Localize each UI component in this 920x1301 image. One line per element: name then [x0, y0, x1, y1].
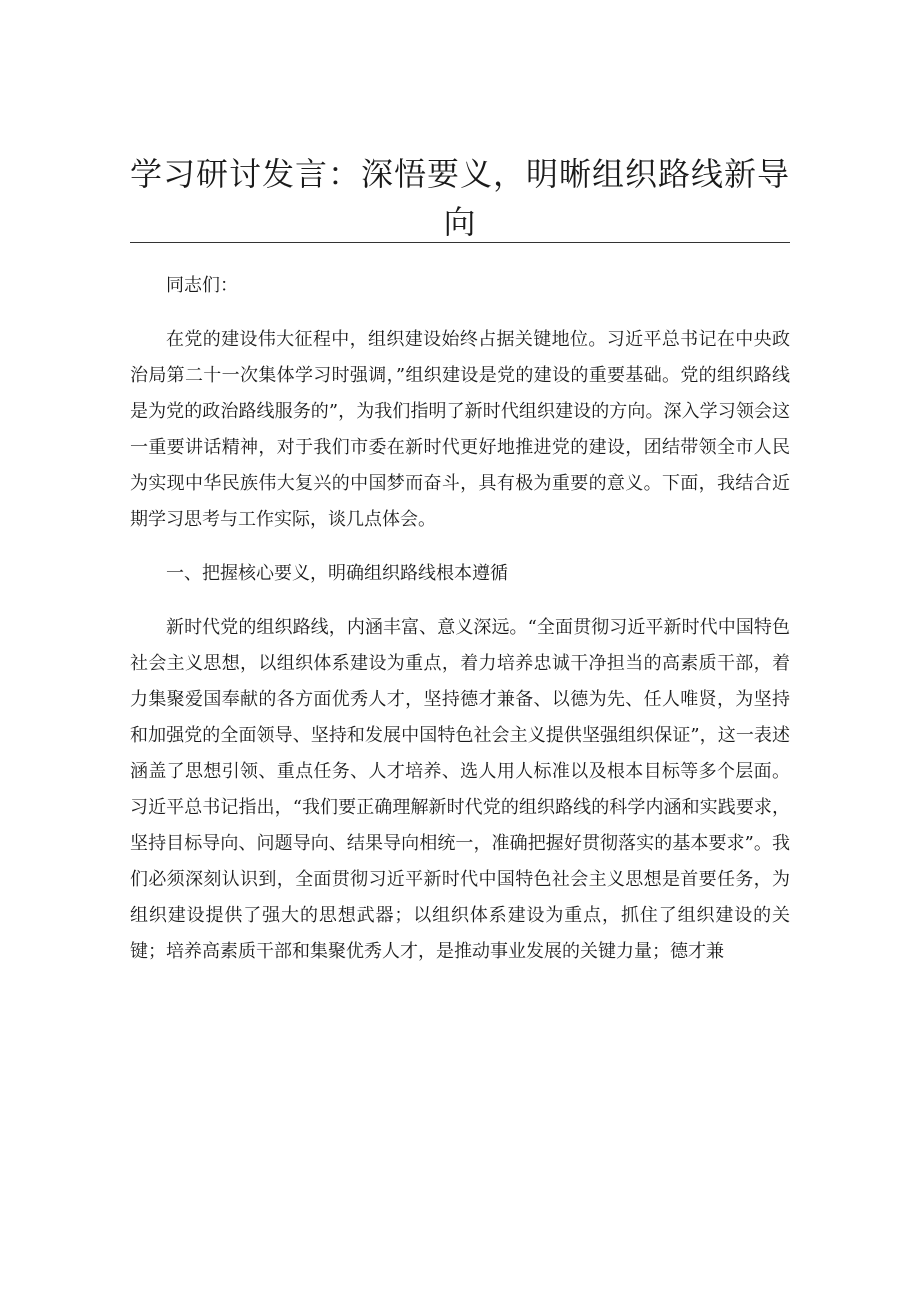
title-underline	[130, 242, 790, 243]
document-title: 学习研讨发言：深悟要义，明晰组织路线新导向	[130, 155, 791, 241]
section-paragraph: 新时代党的组织路线，内涵丰富、意义深远。“全面贯彻习近平新时代中国特色社会主义思想，以组织体系建设为重点，着力培养忠诚干净担当的高素质干部，着力集聚爱国奉献的各方面优秀人才，坚持德才兼备、以德为先、任人唯贤，为坚持和加强党的全面领导、坚持和发展中国特色社会主义提供坚强组织保证”，这一表述涵盖了思想引领、重点任务、人才培养、选人用人标准以及根本目标等多个层面。习近平总书记指出，“我们要正确理解新时代党的组织路线的科学内涵和实践要求，坚持目标导向、问题导向、结果导向相统一，准确把握好贯彻落实的基本要求”。我们必须深刻认识到，全面贯彻习近平新时代中国特色社会主义思想是首要任务，为组织建设提供了强大的思想武器；以组织体系建设为重点，抓住了组织建设的关键；培养高素质干部和集聚优秀人才，是推动事业发展的关键力量；德才兼	[130, 617, 790, 962]
document-body	[130, 268, 790, 988]
section-heading: 一、把握核心要义，明确组织路线根本遵循	[166, 563, 508, 584]
salutation: 同志们：	[166, 275, 238, 296]
intro-paragraph: 在党的建设伟大征程中，组织建设始终占据关键地位。习近平总书记在中央政治局第二十一次集体学习时强调，”组织建设是党的建设的重要基础。党的组织路线是为党的政治路线服务的”，为我们指明了新时代组织建设的方向。深入学习领会这一重要讲话精神，对于我们市委在新时代更好地推进党的建设，团结带领全市人民为实现中华民族伟大复兴的中国梦而奋斗，具有极为重要的意义。下面，我结合近期学习思考与工作实际，谈几点体会。	[130, 329, 790, 530]
